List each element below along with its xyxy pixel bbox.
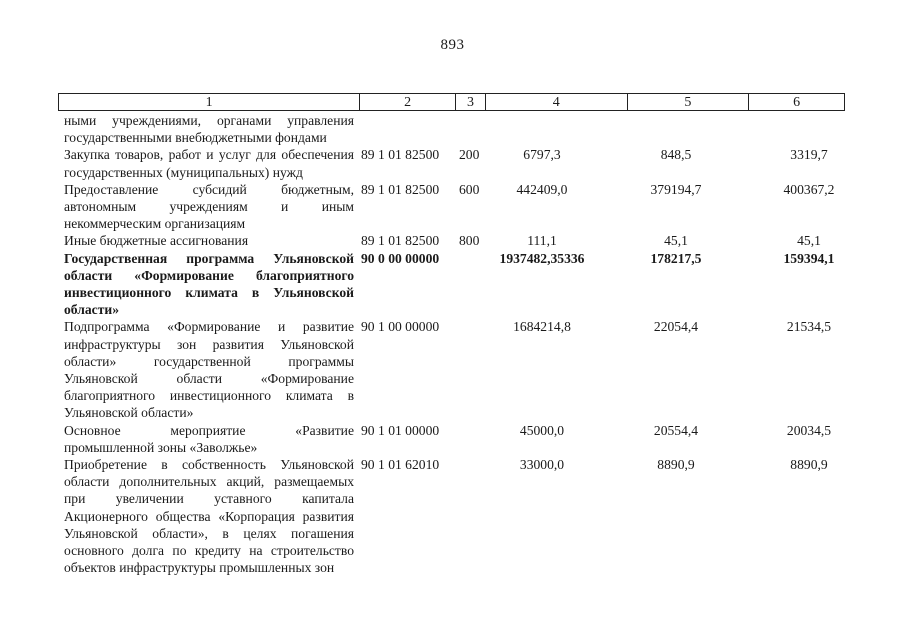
row-description: Государственная программа Ульяновской области «Формирование благоприятного инвестиционного климата в Ульяновской области»: [64, 250, 354, 318]
row-code: 89 1 01 82500: [361, 147, 440, 163]
row-value-col5: 8890,9: [657, 457, 695, 473]
row-description: Подпрограмма «Формирование и развитие инфраструктуры зон развития Ульяновской области» государственной программы Ульяновской области «Формирование благоприятного инвестиционного климата в Ульяновской области»: [64, 319, 354, 421]
row-expense-type: 800: [459, 233, 480, 249]
row-value-col6: 159394,1: [783, 250, 835, 266]
page-number: 893: [440, 37, 465, 53]
row-value-col6: 21534,5: [786, 319, 832, 335]
row-code: 90 1 00 00000: [361, 319, 440, 335]
column-header-1: 1: [59, 94, 360, 110]
row-value-col5: 22054,4: [653, 319, 699, 335]
table-row: [64, 112, 844, 146]
row-expense-type: 600: [459, 181, 480, 197]
table-row: [64, 146, 844, 180]
row-description: Приобретение в собственность Ульяновской области дополнительных акций, размещаемых при увеличении уставного капитала Акционерного общества «Корпорация развития Ульяновской области», в целях погашения основного долга по кредиту на строительство объектов инфраструктуры промышленных зон: [64, 457, 354, 576]
row-expense-type: 200: [459, 147, 480, 163]
row-description: Основное мероприятие «Развитие промышленной зоны «Заволжье»: [64, 422, 354, 455]
row-description: Закупка товаров, работ и услуг для обеспечения государственных (муниципальных) нужд: [64, 147, 354, 180]
table-row-program: [64, 250, 844, 319]
row-value-col4: 111,1: [527, 233, 557, 249]
table-row: [64, 232, 844, 249]
row-value-col4: 442409,0: [516, 181, 568, 197]
row-value-col4: 45000,0: [519, 422, 565, 438]
row-value-col5: 848,5: [660, 147, 692, 163]
table-body: [64, 112, 844, 576]
row-description: Иные бюджетные ассигнования: [64, 233, 249, 249]
column-header-6: 6: [793, 95, 801, 110]
column-header-4: 4: [486, 94, 628, 110]
row-value-col4: 33000,0: [519, 457, 565, 473]
row-code: 90 1 01 62010: [361, 457, 440, 473]
row-value-col4: 1937482,35336: [499, 250, 585, 266]
row-value-col6: 8890,9: [790, 457, 828, 473]
row-value-col4: 1684214,8: [513, 319, 571, 335]
row-value-col6: 3319,7: [790, 147, 828, 163]
row-value-col5: 178217,5: [650, 250, 702, 266]
row-value-col6: 20034,5: [786, 422, 832, 438]
table-row: [64, 456, 844, 576]
row-description: ными учреждениями, органами управления государственными внебюджетными фондами: [64, 113, 354, 146]
row-value-col5: 20554,4: [653, 422, 699, 438]
table-row: [64, 181, 844, 233]
column-header-2: 2: [360, 94, 456, 110]
row-value-col4: 6797,3: [523, 147, 561, 163]
row-value-col5: 379194,7: [650, 181, 702, 197]
column-header-5: 5: [628, 94, 750, 110]
column-header-3: 3: [456, 94, 486, 110]
row-code: 90 1 01 00000: [361, 422, 440, 438]
row-code: 89 1 01 82500: [361, 181, 440, 197]
row-value-col6: 45,1: [797, 233, 821, 249]
table-row: [64, 422, 844, 456]
row-value-col5: 45,1: [664, 233, 688, 249]
row-code: 89 1 01 82500: [361, 233, 440, 249]
row-description: Предоставление субсидий бюджетным, автономным учреждениям и иным некоммерческим организациям: [64, 181, 354, 232]
table-row: [64, 318, 844, 421]
row-code: 90 0 00 00000: [361, 250, 440, 266]
table-header: [58, 93, 845, 111]
row-value-col6: 400367,2: [783, 181, 835, 197]
